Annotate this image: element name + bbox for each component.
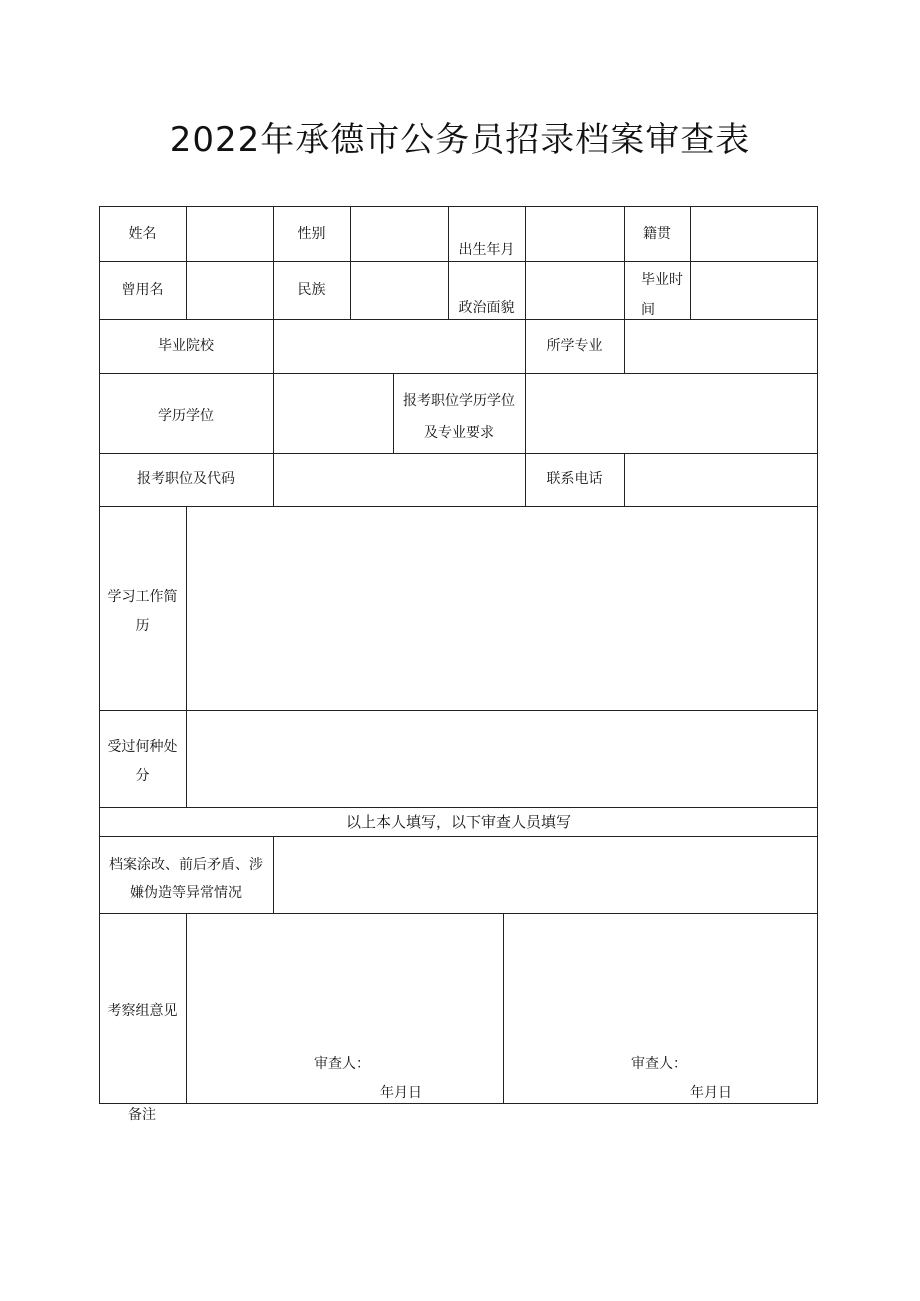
education-label: 学历学位	[158, 408, 214, 424]
school-label: 毕业院校	[158, 338, 214, 354]
abnormal-label: 档案涂改、前后矛盾、涉	[109, 857, 263, 873]
ethnicity-field[interactable]	[351, 262, 447, 318]
position-code-label: 报考职位及代码	[137, 471, 235, 487]
former-name-field[interactable]	[187, 262, 272, 318]
name-label: 姓名	[128, 226, 157, 242]
position-requirement-label-cont: 及专业要求	[424, 425, 494, 441]
grad-time-field[interactable]	[691, 262, 817, 318]
punishment-label: 受过何种处	[107, 739, 178, 755]
abnormal-label-cont: 嫌伪造等异常情况	[130, 885, 242, 901]
native-place-field[interactable]	[691, 207, 817, 260]
major-label: 所学专业	[546, 338, 603, 354]
position-code-field[interactable]	[274, 454, 524, 505]
resume-field[interactable]	[187, 507, 817, 709]
abnormal-field[interactable]	[274, 837, 817, 912]
punishment-label-cont: 分	[135, 768, 150, 784]
page-title: 2022年承德市公务员招录档案审查表	[169, 120, 751, 160]
birth-label: 出生年月	[458, 242, 515, 258]
section-divider-text: 以上本人填写，以下审查人员填写	[345, 813, 571, 831]
education-field[interactable]	[274, 374, 392, 452]
phone-field[interactable]	[625, 454, 817, 505]
resume-label: 学习工作简	[107, 589, 178, 605]
political-status-label: 政治面貌	[458, 300, 515, 316]
punishment-field[interactable]	[187, 711, 817, 806]
grad-time-label: 毕业时	[641, 272, 683, 288]
major-field[interactable]	[625, 320, 817, 372]
reviewer-right-label: 审查人：	[631, 1056, 687, 1072]
ethnicity-label: 民族	[297, 282, 326, 298]
school-field[interactable]	[274, 320, 524, 372]
birth-field[interactable]	[526, 207, 623, 260]
remark-label: 备注	[128, 1107, 156, 1123]
gender-field[interactable]	[351, 207, 447, 260]
position-requirement-field[interactable]	[526, 374, 817, 452]
date-right-label: 年月日	[690, 1085, 732, 1101]
date-left-label: 年月日	[380, 1085, 422, 1101]
grad-time-label-cont: 间	[641, 302, 655, 318]
position-requirement-label: 报考职位学历学位	[403, 393, 515, 409]
gender-label: 性别	[297, 226, 326, 242]
native-place-label: 籍贯	[643, 226, 671, 242]
former-name-label: 曾用名	[121, 282, 164, 298]
opinion-label: 考察组意见	[107, 1003, 178, 1019]
political-status-field[interactable]	[526, 262, 623, 318]
resume-label-cont: 历	[135, 618, 150, 634]
reviewer-left-label: 审查人：	[314, 1056, 370, 1072]
phone-label: 联系电话	[546, 471, 603, 487]
name-field[interactable]	[187, 207, 272, 260]
